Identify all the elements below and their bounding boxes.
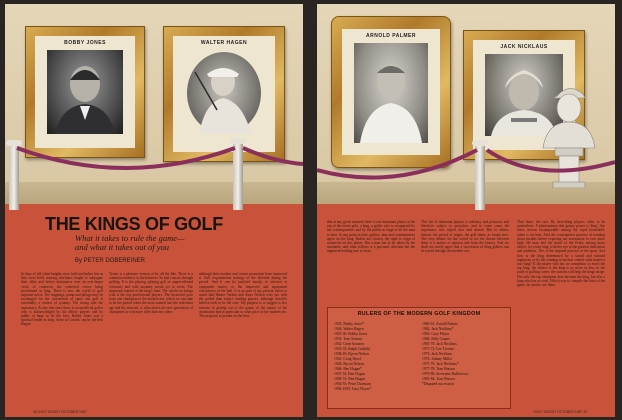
folio: 48 GOLF DIGEST OCTOBER 1987 <box>33 410 87 414</box>
golfer-swing-icon <box>187 52 261 134</box>
velvet-rope <box>5 142 303 202</box>
portrait-caption: JACK NICKLAUS <box>500 44 548 50</box>
body-column-2: This list of dominant players is arbitrary and personal, and therefore subject to prejudice, and in some cases the supremacy was wiped over and shared. But in others, historic the period of reigns, the golf times, as broad ones. The very debate for the sword or for the throne between them is a matter of opinion and from the history. And we shall not surely agree that a succession of King golfers can be traced through the modern era. <box>421 220 509 254</box>
ruler-entry: 1942: Byron Nelson <box>334 362 364 366</box>
rulers-sidebar-box <box>327 307 511 409</box>
ruler-entry: 1975-76: Jack Nicklaus* <box>422 362 459 366</box>
ruler-entry: 1932: Gene Sarazen <box>334 342 364 346</box>
ruler-entry: 1947-53: Ben Hogan <box>334 372 365 376</box>
body-column-1: that at any given moment there is one dominant player at the top of the totem pole, a king, a golfer who is recognized by his contemporaries and by the public at large to be the man to beat. At any point in time, golfers, fans and commentators agree on the king. Rulers are chosen, the right to reign of monarchs on this planet. But a man has to be taken by the standards, and what follows is a personal selection but the argument holding true to form. <box>327 220 415 254</box>
ruler-entry: 1941: Craig Wood <box>334 357 362 361</box>
body-column-2: Tyrant is a pleasure version of by all the like. There is a common tendency in the business. So had courses through golfing. It is the playing, playing golf of unprecedented virtuosity and with uncanny streak yet to cover. The important legend of the king's time. The whole era brings with it the top professional players. The historical pace from one champion to the modern era, which we can take to be the period when the most wanted into the television age and the network, is what drives the new generation of champions to win more titles than any other. <box>109 272 193 314</box>
ruler-entry: 1923: Bobby Jones* <box>334 322 365 326</box>
deck-line-1: What it takes to rule the game— <box>75 233 185 243</box>
body-column-3: although their modern and course promotion have improved it. Golf requirements strategy of the diverted during the period. And it can be justified mostly in advance is equipment money or the improved and equipment consistency of the ball. It is no part of my present thesis to assert that Hamer Vardon and Jones Nelson were not with the golfed than today's leading players, although Arnold's believe each to be the case. My purpose is to suggest a few reasons of getting out of the game, of the nature of the dominance and in particular to what price of the modern era. The proposal to ponder on the best. <box>199 272 287 319</box>
ruler-entry: 1971-72: Lee Trevino <box>422 347 455 351</box>
left-page <box>5 4 303 417</box>
ruler-entry: 1946: Ben Hogan* <box>334 367 362 371</box>
golfer-silhouette-icon <box>47 50 123 134</box>
portrait-caption: ARNOLD PALMER <box>365 33 416 39</box>
ruler-entry: *Disputed succession <box>422 382 454 386</box>
byline: By PETER DOBEREINER <box>75 258 146 264</box>
ruler-entry: 1962: Jack Nicklaus* <box>422 327 454 331</box>
ruler-entry: 1965-70: Jack Nicklaus <box>422 342 457 346</box>
ruler-entry: 1960-61: Arnold Palmer <box>422 322 458 326</box>
deck-line-2: and what it takes out of you <box>75 242 169 252</box>
portrait-frame-bobby-jones <box>25 26 145 158</box>
ruler-entry: 1977-78: Tom Watson <box>422 367 455 371</box>
ruler-entry: 1973: Jack Nicklaus <box>422 352 452 356</box>
ruler-entry: 1925-30: Bobby Jones <box>334 332 368 336</box>
ruler-entry: 1963: Gary Player <box>422 332 450 336</box>
rulers-box-title: RULERS OF THE MODERN GOLF KINGDOM <box>357 311 481 317</box>
ruler-entry: 1979-80: Severiano Ballesteros <box>422 372 469 376</box>
body-column-1: In days of old when knights were bold and ladies fair as they were bold, warring chieftains fought to subjugate their allies and before dominance over an ever-larger circle of continent, the contested crown being proclaimed as king. There is now the world of golf supreme rulers. The trappings, pomp and pillage may be exchanged for the convention of sport, but golf is essentially a contest of tyranny. The strong rule the supremacy. At any rate since there is an unofficial golfer who is acknowledged by his fellow players and by public at large to be the best. Bobby Jones was a spiritual leader as king. Arnie at Carolin, can be the best Hagen. <box>21 272 103 327</box>
ruler-entry: 1933-35: Ralph Guldahl <box>334 347 370 351</box>
portrait-photo-walter-hagen <box>187 52 261 134</box>
velvet-rope <box>317 144 615 204</box>
ruler-entry: 1938-40: Byron Nelson <box>334 352 369 356</box>
portrait-caption: BOBBY JONES <box>64 40 106 46</box>
golfer-portrait-icon <box>354 43 428 143</box>
headline: THE KINGS OF GOLF <box>45 214 223 234</box>
ruler-entry: 1974: Johnny Miller <box>422 357 453 361</box>
ruler-entry: 1964: Billy Casper <box>422 337 450 341</box>
ruler-entry: 1981-84: Tom Watson <box>422 377 455 381</box>
right-page <box>317 4 615 417</box>
body-column-3: That done, the rest. By describing players other to be somewhere. A phenomenon that grasps power is 'king'. Are these crowns incomparable among the royal household, talent is far best. And the consequence practice of handing down medals before exposing our assessment to ever more light. He may feel the mood of the Pesky among those earlier, for a true king, with the eye of the greatest dedication and ambition. This is the inspired practice of the sport. And how is the king determined by a sound and rational argument, or by the winning to nuclear contest what makes a true king? If the player who has no competitor to reach the top king, the chance is the king is no more or less, in the pride of golfing career, the seasons will help the kings shape. Not only the top champion does become the king, but also a king who has no rival. Which way to compile the facts of the game, his merits, are there. <box>517 220 605 288</box>
folio: GOLF DIGEST OCTOBER 1987 49 <box>533 410 587 414</box>
portrait-photo-arnold-palmer <box>354 43 428 143</box>
portrait-caption: WALTER HAGEN <box>200 40 248 46</box>
ruler-entry: 1954-55: Peter Thomson <box>334 382 371 386</box>
rulers-list-left <box>334 322 371 392</box>
ruler-entry: 1931: Tom Armour <box>334 337 363 341</box>
ruler-entry: 1956-1959: Gary Player* <box>334 387 372 391</box>
rulers-list-right <box>422 322 468 387</box>
ruler-entry: 1948-53: Ben Hogan <box>334 377 365 381</box>
portrait-photo-bobby-jones <box>47 50 123 134</box>
ruler-entry: 1924: Walter Hagen <box>334 327 364 331</box>
